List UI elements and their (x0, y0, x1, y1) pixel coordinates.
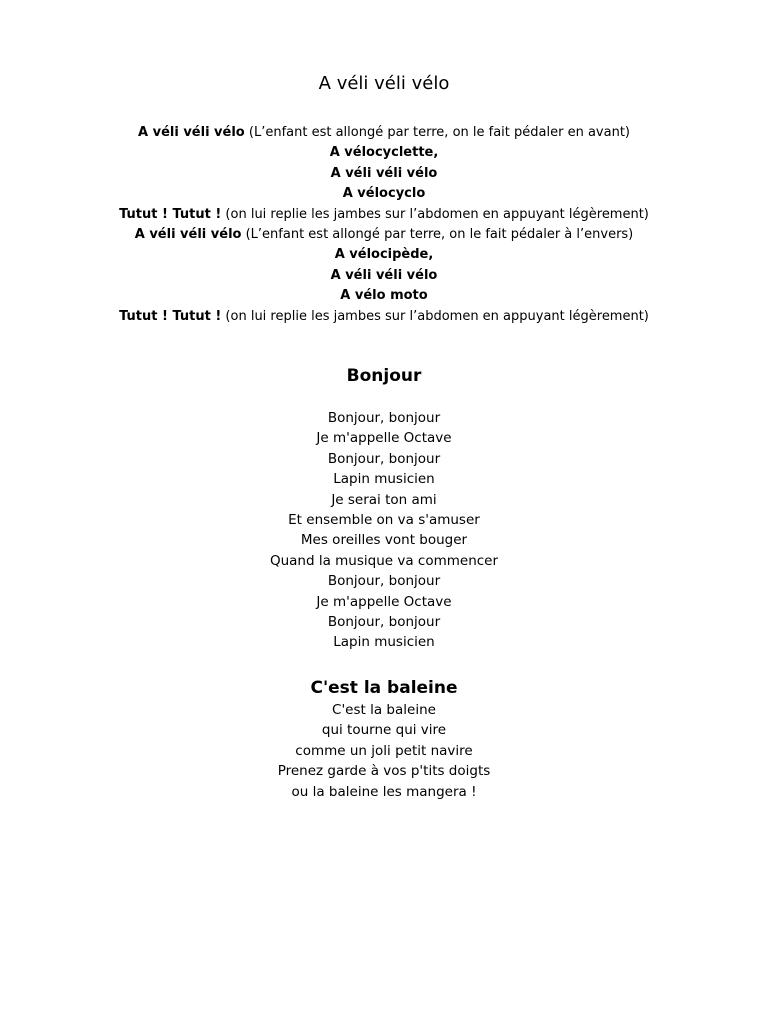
velo-line-bold: A vélocyclo (342, 186, 426, 202)
bonjour-line: Bonjour, bonjour (327, 573, 441, 590)
bonjour-line: Lapin musicien (333, 471, 435, 488)
song-title-bonjour: Bonjour (346, 366, 422, 386)
velo-line (0, 143, 768, 163)
baleine-line: Prenez garde à vos p'tits doigts (277, 763, 491, 780)
velo-line-bold: A vélocipède, (334, 247, 434, 263)
velo-line (0, 164, 768, 184)
velo-line (0, 123, 768, 143)
velo-line (0, 184, 768, 204)
bonjour-line: Mes oreilles vont bouger (300, 532, 468, 549)
bonjour-line: Quand la musique va commencer (269, 552, 499, 569)
bonjour-line: Et ensemble on va s'amuser (288, 512, 480, 528)
velo-line-bold: A vélo moto (340, 288, 428, 304)
bonjour-line: Je m'appelle Octave (316, 430, 452, 447)
velo-line-note: (on lui replie les jambes sur l’abdomen en appuyant légèrement) (221, 206, 649, 222)
baleine-line: ou la baleine les mangera ! (291, 783, 477, 800)
bonjour-line: Je serai ton ami (331, 491, 437, 508)
velo-line-bold: Tutut ! Tutut ! (119, 206, 222, 222)
velo-line-note: (on lui replie les jambes sur l’abdomen en appuyant légèrement) (221, 308, 649, 324)
bonjour-line: Bonjour, bonjour (327, 614, 441, 630)
velo-line-bold: A vélocyclette, (329, 145, 439, 161)
velo-line (0, 307, 768, 327)
velo-line (0, 225, 768, 245)
velo-line-bold: A véli véli vélo (330, 267, 438, 283)
bonjour-line: Bonjour, bonjour (327, 450, 441, 467)
velo-line (0, 266, 768, 286)
baleine-line: qui tourne qui vire (321, 722, 447, 739)
velo-line-bold: A véli véli vélo (330, 165, 438, 181)
velo-line-bold: A véli véli vélo (138, 125, 245, 140)
velo-line (0, 286, 768, 306)
baleine-line: comme un joli petit navire (295, 742, 473, 759)
velo-line (0, 205, 768, 225)
bonjour-line: Lapin musicien (333, 634, 435, 651)
song-title-velo: A véli véli vélo (318, 73, 450, 94)
song-title-baleine: C'est la baleine (310, 678, 458, 698)
velo-line-bold: Tutut ! Tutut ! (119, 308, 222, 324)
bonjour-line: Bonjour, bonjour (327, 410, 441, 426)
baleine-line: C'est la baleine (332, 702, 436, 718)
velo-line-note: (L’enfant est allongé par terre, on le fait pédaler en avant) (244, 125, 630, 140)
velo-line-bold: A véli véli vélo (134, 227, 242, 242)
bonjour-line: Je m'appelle Octave (316, 593, 452, 610)
velo-line (0, 245, 768, 265)
velo-line-note: (L’enfant est allongé par terre, on le fait pédaler à l’envers) (241, 227, 634, 242)
